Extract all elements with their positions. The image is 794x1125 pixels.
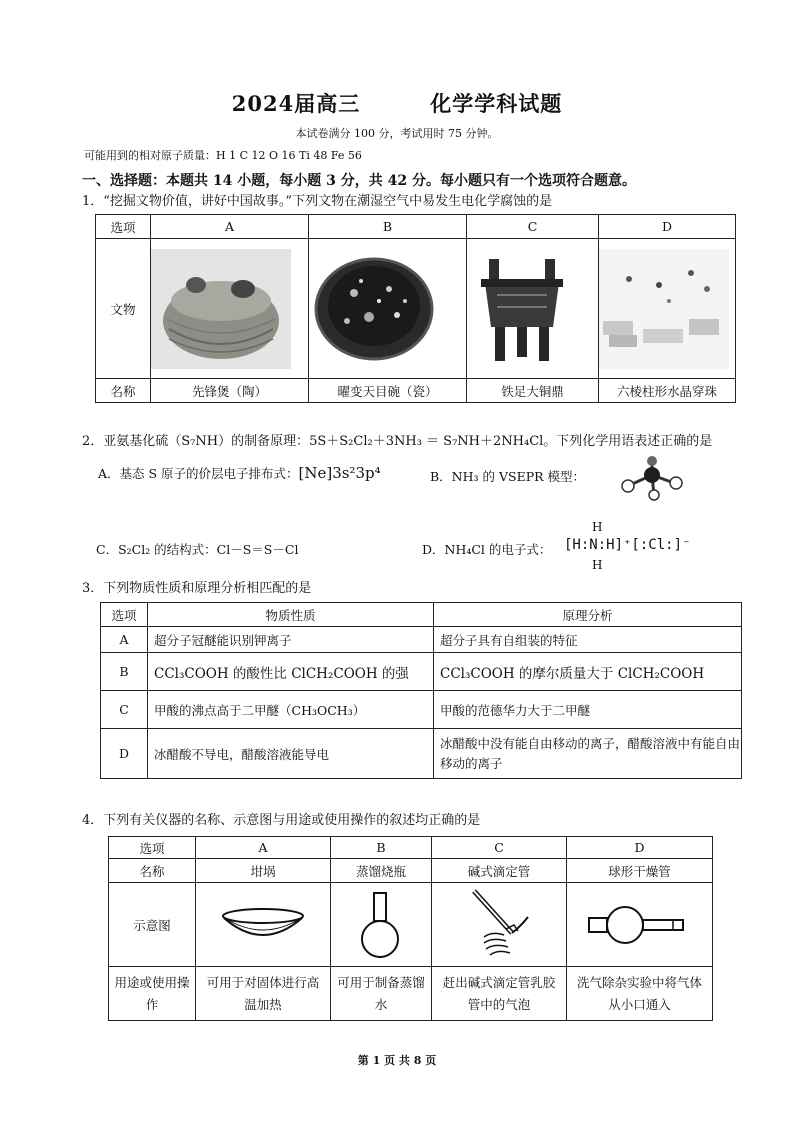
q3-row-d-analysis: 冰醋酸中没有能自由移动的离子，醋酸溶液中有能自由移动的离子: [434, 729, 742, 779]
q4-diagram-c: [432, 883, 567, 967]
q4-usage-c: 赶出碱式滴定管乳胶管中的气泡: [432, 967, 567, 1021]
q3-header-option: 选项: [101, 603, 148, 627]
drying-tube-icon: [585, 900, 695, 950]
q1-name-d: 六棱柱形水晶穿珠: [599, 379, 736, 403]
q2-d-top-h: H: [592, 520, 603, 534]
q4-name-a: 坩埚: [196, 859, 331, 883]
q3-row-c-opt: C: [101, 691, 148, 729]
q2-d-bottom-h: H: [592, 558, 603, 572]
q3-row-d-opt: D: [101, 729, 148, 779]
distillation-flask-icon: [356, 889, 406, 961]
relic-image-a: [151, 239, 309, 379]
q4-name-d: 球形干燥管: [567, 859, 713, 883]
crystal-bead-image: [599, 249, 729, 369]
relic-image-c: [467, 239, 599, 379]
q2-option-a: [98, 464, 381, 482]
q4-stem: 4．下列有关仪器的名称、示意图与用途或使用操作的叙述均正确的是: [82, 813, 481, 828]
bronze-ding-image: [467, 249, 577, 369]
exam-info: 本试卷满分 100 分，考试用时 75 分钟。: [295, 127, 499, 140]
subject-title: 化学学科试题: [430, 91, 563, 116]
q1-name-a: 先锋煲（陶）: [151, 379, 309, 403]
q1-opt-d: D: [599, 215, 736, 239]
q3-table: [100, 602, 742, 779]
q1-stem: 1．“挖掘文物价值，讲好中国故事。”下列文物在潮湿空气中易发生电化学腐蚀的是: [82, 194, 553, 209]
q2-d-formula: [H:N:H]⁺[:Cl:]⁻: [564, 537, 691, 553]
q2-b-text: B．NH₃ 的 VSEPR 模型：: [430, 469, 585, 484]
q3-row-b-property: CCl₃COOH 的酸性比 ClCH₂COOH 的强: [148, 653, 434, 691]
q1-name-c: 铁足大铜鼎: [467, 379, 599, 403]
q1-name-b: 曜变天目碗（瓷）: [309, 379, 467, 403]
q4-usage-d: 洗气除杂实验中将气体从小口通入: [567, 967, 713, 1021]
q4-opt-a: A: [196, 837, 331, 859]
q2-a-text: A．基态 S 原子的价层电子排布式：: [98, 466, 299, 481]
crucible-icon: [218, 900, 308, 950]
q3-header-property: 物质性质: [148, 603, 434, 627]
q2-stem: 2．亚氨基化硫（S₇NH）的制备原理：5S＋S₂Cl₂＋3NH₃ ＝ S₇NH＋2NH₄Cl。下列化学用语表述正确的是: [82, 434, 713, 449]
relic-image-d: [599, 239, 736, 379]
q1-opt-c: C: [467, 215, 599, 239]
q2-d-text: D．NH₄Cl 的电子式：: [422, 542, 552, 557]
q1-table: [95, 214, 736, 403]
q4-opt-c: C: [432, 837, 567, 859]
q4-label-diagram: 示意图: [109, 883, 196, 967]
q1-label-option: 选项: [96, 215, 151, 239]
q4-diagram-d: [567, 883, 713, 967]
q4-usage-a: 可用于对固体进行高温加热: [196, 967, 331, 1021]
table-row: [101, 627, 742, 653]
tenmoku-bowl-image: [309, 251, 439, 366]
q4-label-name: 名称: [109, 859, 196, 883]
q3-row-a-analysis: 超分子具有自组装的特征: [434, 627, 742, 653]
q3-header-analysis: 原理分析: [434, 603, 742, 627]
atomic-masses: 可能用到的相对原子质量：H 1 C 12 O 16 Ti 48 Fe 56: [84, 149, 362, 162]
q3-row-c-property: 甲酸的沸点高于二甲醚（CH₃OCH₃）: [148, 691, 434, 729]
q4-name-c: 碱式滴定管: [432, 859, 567, 883]
pottery-pot-image: [151, 249, 291, 369]
q4-diagram-a: [196, 883, 331, 967]
burette-with-hand-icon: [454, 887, 544, 963]
q1-opt-a: A: [151, 215, 309, 239]
q4-table: [108, 836, 713, 1021]
q1-label-relic: 文物: [96, 239, 151, 379]
q4-label-usage: 用途或使用操作: [109, 967, 196, 1021]
q4-opt-b: B: [331, 837, 432, 859]
q3-row-c-analysis: 甲酸的范德华力大于二甲醚: [434, 691, 742, 729]
q1-opt-b: B: [309, 215, 467, 239]
table-row: [101, 653, 742, 691]
nh3-vsepr-model-icon: [618, 455, 688, 501]
q3-row-d-property: 冰醋酸不导电，醋酸溶液能导电: [148, 729, 434, 779]
q3-row-a-property: 超分子冠醚能识别钾离子: [148, 627, 434, 653]
q4-usage-b: 可用于制备蒸馏水: [331, 967, 432, 1021]
q1-label-name: 名称: [96, 379, 151, 403]
q2-c-text: C．S₂Cl₂ 的结构式：Cl－S＝S－Cl: [96, 542, 299, 557]
q4-opt-d: D: [567, 837, 713, 859]
page-title: [0, 88, 794, 118]
q3-row-b-analysis: CCl₃COOH 的摩尔质量大于 ClCH₂COOH: [434, 653, 742, 691]
q4-name-b: 蒸馏烧瓶: [331, 859, 432, 883]
table-row: [101, 691, 742, 729]
relic-image-b: [309, 239, 467, 379]
q3-stem: 3．下列物质性质和原理分析相匹配的是: [82, 581, 312, 596]
q3-row-a-opt: A: [101, 627, 148, 653]
table-row: [101, 729, 742, 779]
year-grade: 2024届高三: [231, 91, 361, 116]
q4-label-option: 选项: [109, 837, 196, 859]
q3-row-b-opt: B: [101, 653, 148, 691]
section-heading: 一、选择题：本题共 14 小题，每小题 3 分，共 42 分。每小题只有一个选项符合题意。: [82, 173, 636, 189]
q2-a-formula: [Ne]3s²3p⁴: [298, 464, 381, 482]
page-number: 第 1 页 共 8 页: [357, 1054, 437, 1067]
q4-diagram-b: [331, 883, 432, 967]
